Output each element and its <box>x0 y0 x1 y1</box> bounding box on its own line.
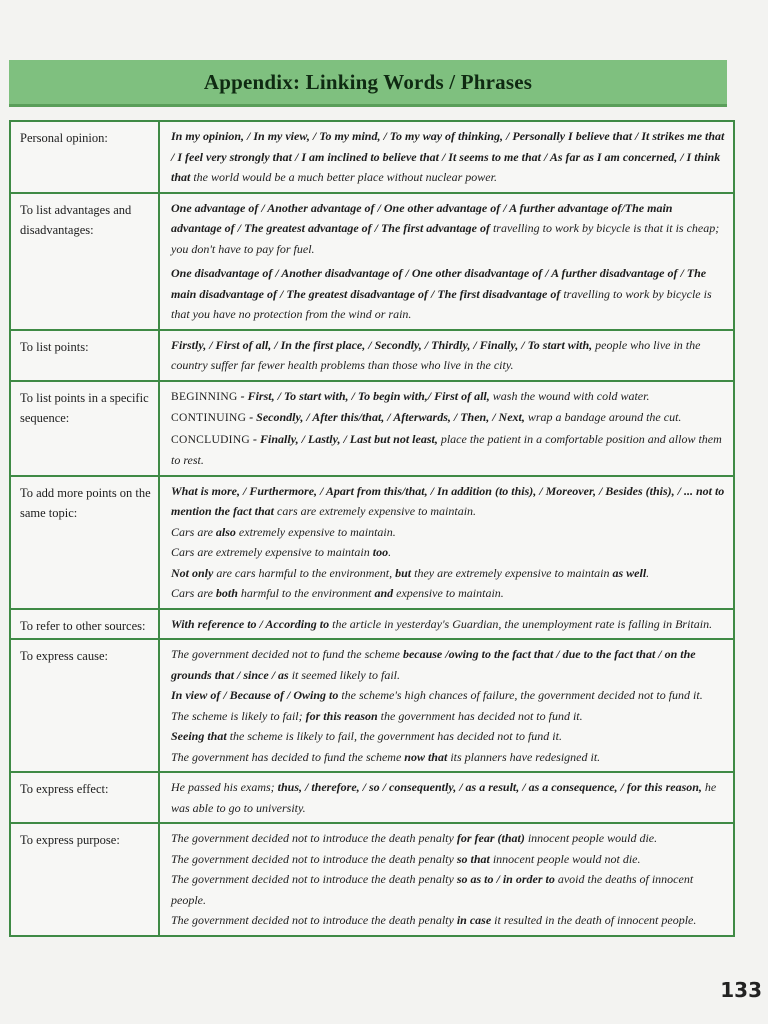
row-label: To refer to other sources: <box>10 609 159 640</box>
example-sentence <box>171 706 725 727</box>
sentence-text: Cars are extremely expensive to maintain <box>171 545 373 559</box>
sentence-text: cars are extremely expensive to maintain. <box>274 504 477 518</box>
linking-phrase: both <box>215 586 238 600</box>
sentence-text: its planners have redesigned it. <box>447 749 601 764</box>
row-label: Personal opinion: <box>10 121 159 193</box>
sentence-text: extremely expensive to maintain. <box>235 524 396 539</box>
row-examples <box>159 121 734 193</box>
sentence-text: Cars are <box>171 524 216 539</box>
sentence-text: Cars are <box>171 586 216 600</box>
example-sentence <box>171 726 725 747</box>
example-sentence <box>171 481 725 522</box>
sequence-stage-label: CONCLUDING <box>171 433 251 446</box>
example-sentence <box>171 644 725 685</box>
table-row <box>10 823 734 936</box>
row-label: To list advantages and disadvantages: <box>10 193 159 330</box>
sentence-text: The government decided not to fund the scheme <box>171 647 403 661</box>
linking-phrase: as well <box>612 565 647 580</box>
example-sentence <box>171 407 725 429</box>
sentence-text: it seemed likely to fail. <box>288 667 401 682</box>
linking-phrase: Not only <box>171 565 214 580</box>
table-body <box>10 121 734 936</box>
example-sentence <box>171 429 725 471</box>
example-sentence <box>171 583 725 604</box>
sentence-text: he was able to go to university. <box>171 780 717 815</box>
row-label: To express purpose: <box>10 823 159 936</box>
example-sentence <box>171 614 725 635</box>
linking-phrase: In my opinion, / In my view, / To my mind, / To my way of thinking, / Personally I believe that / It strikes me that / I feel very strongly that / I am inclined to believe that / It seems to me that / As far as I am concerned, / I think that <box>171 129 725 184</box>
appendix-header <box>9 60 727 107</box>
sentence-text: The government decided not to introduce the death penalty <box>171 872 457 886</box>
row-label: To list points: <box>10 330 159 381</box>
sentence-text: . <box>646 565 650 580</box>
sentence-text: they are extremely expensive to maintain <box>411 565 613 580</box>
linking-phrase: One disadvantage of / Another disadvantage of / One other disadvantage of / A further disadvantage of / The main disadvantage of / The greatest disadvantage of / The first disadvantage of <box>171 266 707 301</box>
sentence-text: travelling to work by bicycle is that you have no protection from the wind or rain. <box>171 286 712 321</box>
linking-phrase: What is more, / Furthermore, / Apart from this/that, / In addition (to this), / Moreover, / Besides (this), / ... not to mention the fact that <box>171 483 725 518</box>
linking-phrase: now that <box>404 749 448 764</box>
example-sentence <box>171 198 725 260</box>
linking-phrase: too <box>372 545 389 559</box>
linking-phrase: for fear (that) <box>456 831 525 845</box>
linking-phrase: One advantage of / Another advantage of / One other advantage of / A further advantage of/The main advantage of / The greatest advantage of / The first advantage of <box>171 200 673 235</box>
example-sentence <box>171 777 725 818</box>
row-examples <box>159 476 734 609</box>
sentence-text: the scheme is likely to fail, the government has decided not to fund it. <box>226 729 562 743</box>
linking-phrase: Firstly, / First of all, / In the first place, / Secondly, / Thirdly, / Finally, / To start with, <box>171 337 593 352</box>
example-sentence <box>171 522 725 543</box>
linking-phrase: and <box>374 586 394 600</box>
sentence-text: The government decided not to introduce the death penalty <box>171 831 457 845</box>
sentence-text: The scheme is likely to fail; <box>171 708 306 723</box>
row-label: To add more points on the same topic: <box>10 476 159 609</box>
sentence-text: travelling to work by bicycle is that it is cheap; you don't have to pay for fuel. <box>171 221 720 256</box>
row-examples <box>159 772 734 823</box>
sentence-text: the government has decided not to fund it. <box>377 708 583 723</box>
linking-phrase: Seeing that <box>171 729 227 743</box>
linking-phrase: because /owing to the fact that / due to the fact that / on the grounds that / since / as <box>171 647 696 682</box>
row-label: To express cause: <box>10 639 159 772</box>
sentence-text: innocent people would not die. <box>489 851 641 866</box>
sentence-text: He passed his exams; <box>171 780 278 794</box>
linking-phrase: In view of / Because of / Owing to <box>171 688 339 702</box>
row-examples <box>159 193 734 330</box>
sentence-text: harmful to the environment <box>237 586 375 600</box>
row-examples <box>159 639 734 772</box>
row-label: To list points in a specific sequence: <box>10 381 159 476</box>
example-sentence <box>171 126 725 188</box>
sentence-text: wrap a bandage around the cut. <box>524 410 682 424</box>
table-row <box>10 381 734 476</box>
sentence-text: The government decided not to introduce the death penalty <box>171 851 457 866</box>
example-sentence <box>171 563 725 584</box>
sentence-text: innocent people would die. <box>524 831 658 845</box>
sentence-text: the world would be a much better place without nuclear power. <box>190 170 497 184</box>
sentence-text: are cars harmful to the environment, <box>213 565 396 580</box>
sentence-text: the scheme's high chances of failure, the government decided not to fund it. <box>338 688 703 702</box>
table-row <box>10 476 734 609</box>
linking-phrase: so that <box>456 851 490 866</box>
linking-phrase: also <box>215 524 236 539</box>
example-sentence <box>171 828 725 849</box>
sentence-text: avoid the deaths of innocent people. <box>171 872 694 907</box>
row-label: To express effect: <box>10 772 159 823</box>
linking-words-table <box>9 120 735 937</box>
example-sentence <box>171 542 725 563</box>
linking-phrase: so as to / in order to <box>456 872 555 886</box>
linking-phrase: - Secondly, / After this/that, / Afterwards, / Then, / Next, <box>246 410 525 424</box>
linking-phrase: - Finally, / Lastly, / Last but not least, <box>250 431 438 446</box>
example-sentence <box>171 335 725 376</box>
table-row <box>10 193 734 330</box>
table-row <box>10 639 734 772</box>
row-examples <box>159 609 734 640</box>
example-sentence <box>171 869 725 910</box>
row-examples <box>159 330 734 381</box>
table-row <box>10 330 734 381</box>
sentence-text: The government has decided to fund the scheme <box>171 749 405 764</box>
sequence-stage-label: BEGINNING <box>171 390 238 403</box>
linking-phrase: but <box>395 565 412 580</box>
table-row <box>10 121 734 193</box>
sentence-text: place the patient in a comfortable position and allow them to rest. <box>171 431 722 467</box>
row-examples <box>159 381 734 476</box>
sentence-text: . <box>388 545 392 559</box>
table-row <box>10 609 734 640</box>
sequence-stage-label: CONTINUING <box>171 412 247 424</box>
linking-phrase: - First, / To start with, / To begin with,/ First of all, <box>237 388 490 403</box>
sentence-text: it resulted in the death of innocent people. <box>491 913 697 927</box>
linking-phrase: thus, / therefore, / so / consequently, / as a result, / as a consequence, / for this reason, <box>277 780 702 794</box>
sentence-text: wash the wound with cold water. <box>489 388 650 403</box>
example-sentence <box>171 386 725 408</box>
sentence-text: the article in yesterday's Guardian, the unemployment rate is falling in Britain. <box>329 616 713 631</box>
sentence-text: expensive to maintain. <box>393 586 504 600</box>
table-row <box>10 772 734 823</box>
example-sentence <box>171 263 725 325</box>
sentence-text: people who live in the country suffer far fewer health problems than those who live in the city. <box>171 337 701 372</box>
linking-phrase: in case <box>456 913 492 927</box>
page-title: Appendix: Linking Words / Phrases <box>203 69 533 94</box>
page-number: 133 <box>720 978 762 1002</box>
sentence-text: The government decided not to introduce the death penalty <box>171 913 457 927</box>
example-sentence <box>171 685 725 706</box>
linking-phrase: With reference to / According to <box>171 616 330 631</box>
row-examples <box>159 823 734 936</box>
example-sentence <box>171 910 725 931</box>
example-sentence <box>171 849 725 870</box>
linking-phrase: for this reason <box>305 708 378 723</box>
example-sentence <box>171 747 725 768</box>
